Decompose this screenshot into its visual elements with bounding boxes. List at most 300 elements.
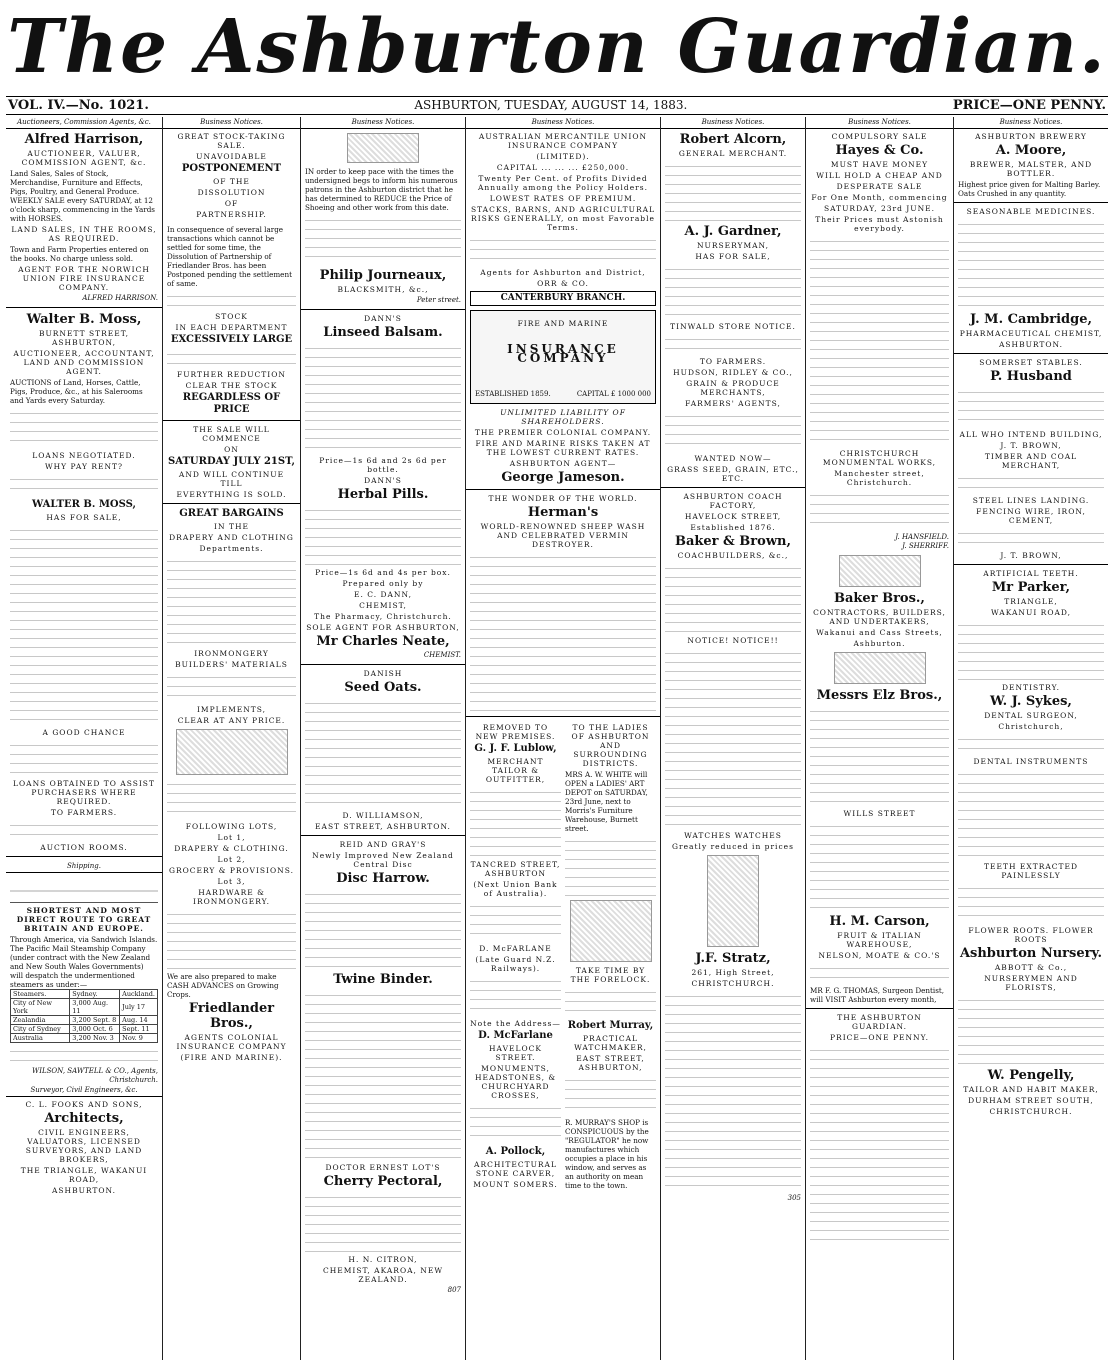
pollock-name: A. Pollock, (485, 1146, 546, 1157)
table-row (11, 999, 158, 1016)
mcfarlane-header: D. McFARLANE (479, 944, 552, 953)
balsam-price: Price—1s 6d and 2s 6d per bottle. (319, 456, 447, 474)
hudson-ridley: HUDSON, RIDLEY & CO., (673, 368, 793, 377)
text-filler (10, 408, 158, 448)
separator (954, 564, 1108, 565)
dann-name: E. C. DANN, (354, 590, 412, 599)
moss-sig: WALTER B. MOSS, (32, 499, 136, 510)
chemist: CHEMIST, (359, 601, 407, 610)
great-sale: GREAT STOCK-TAKING SALE. (177, 132, 286, 150)
text-filler (665, 161, 801, 221)
dissolution: DISSOLUTION (197, 188, 266, 197)
text-filler (305, 889, 461, 969)
coach-factory: ASHBURTON COACH FACTORY, (683, 492, 783, 510)
steamship-illustration (10, 876, 158, 903)
wonder-world: THE WONDER OF THE WORLD. (488, 494, 638, 503)
columns (6, 117, 1108, 1360)
stratz-name: J.F. Stratz, (695, 951, 771, 966)
clear-any-price: CLEAR AT ANY PRICE. (177, 716, 286, 725)
fooks-town: ASHBURTON. (51, 1186, 117, 1195)
monumental-works: CHRISTCHURCH MONUMENTAL WORKS, (822, 449, 937, 467)
column-4 (466, 117, 661, 1360)
timber-coal: TIMBER AND COAL MERCHANT, (984, 452, 1078, 470)
moore-desc: BREWER, MALSTER, AND BOTTLER. (969, 160, 1093, 178)
unlimited-liability: UNLIMITED LIABILITY OF SHAREHOLDERS. (500, 408, 626, 426)
column-5 (661, 117, 806, 1360)
harrison-weekly: WEEKLY SALE every SATURDAY, at 12 o'clock sharp, commencing in the Yards with HORSES. (10, 196, 155, 223)
stratz-addr: 261, High Street, (691, 968, 775, 977)
abbott-desc: NURSERYMEN AND FLORISTS, (984, 974, 1078, 992)
text-filler (810, 963, 949, 983)
hansfield: J. HANSFIELD. (895, 533, 949, 541)
grain-merchants: GRAIN & PRODUCE MERCHANTS, (686, 379, 780, 397)
everything-sold: EVERYTHING IS SOLD. (176, 490, 287, 499)
capital: CAPITAL ... ... ... £250,000. (496, 163, 630, 172)
text-filler (565, 987, 656, 1017)
fooks-addr: THE TRIANGLE, WAKANUI ROAD, (20, 1166, 148, 1184)
column-3 (301, 117, 466, 1360)
harrison-desc: AUCTIONEER, VALUER, COMMISSION AGENT, &c. (21, 149, 147, 167)
carriage-illustration (834, 652, 926, 684)
hearse-illustration (839, 555, 921, 587)
masthead (0, 0, 1114, 95)
mcfarlane-desc: (Late Guard N.Z. Railways). (475, 955, 556, 973)
alcorn-name: Robert Alcorn, (679, 132, 787, 147)
text-filler (810, 236, 949, 446)
column-header: Business Notices. (806, 117, 953, 129)
manchester-street: Manchester street, Christchurch. (834, 469, 925, 487)
shipping-schedule (10, 989, 158, 1043)
shipping-title: SHORTEST AND MOST DIRECT ROUTE TO GREAT BRITAIN AND EUROPE. (16, 906, 152, 933)
tinwald-store: TINWALD STORE NOTICE. (670, 322, 796, 331)
text-filler (305, 505, 461, 565)
excessively-large: EXCESSIVELY LARGE (170, 334, 293, 345)
separator (661, 487, 805, 488)
orr-co: ORR & CO. (537, 279, 589, 288)
ash-agent: ASHBURTON AGENT— (509, 459, 617, 468)
schedule-cell: Aug. 14 (120, 1016, 158, 1025)
flower-roots: FLOWER ROOTS. FLOWER ROOTS (968, 926, 1094, 944)
citron-addr: CHEMIST, AKAROA, NEW ZEALAND. (322, 1266, 444, 1284)
text-filler (958, 769, 1104, 859)
schedule-cell: 3,000 Aug. 11 (70, 999, 120, 1016)
partnership: PARTNERSHIP. (196, 210, 267, 219)
sole-agent: SOLE AGENT FOR ASHBURTON, (306, 623, 460, 632)
text-filler (810, 821, 949, 911)
alcorn-desc: GENERAL MERCHANT. (678, 149, 788, 158)
text-filler (665, 648, 801, 828)
of: OF (224, 199, 239, 208)
clock-illustration (570, 900, 652, 962)
schedule-cell: Zealandia (11, 1016, 70, 1025)
text-filler (167, 291, 296, 309)
implements: IMPLEMENTS, (196, 705, 267, 714)
watch-illustration (707, 855, 759, 947)
wills-street: WILLS STREET (843, 809, 916, 818)
text-filler (167, 909, 296, 969)
separator (163, 420, 300, 421)
column-header: Business Notices. (163, 117, 300, 129)
reduced-prices: Greatly reduced in prices (672, 842, 794, 851)
text-filler (665, 411, 801, 451)
text-filler (470, 976, 561, 1016)
separator (6, 856, 162, 857)
text-filler (810, 490, 949, 530)
surveyor-header: Surveyor, Civil Engineers, &c. (6, 1085, 162, 1097)
gardner-name: A. J. Gardner, (684, 224, 782, 239)
text-filler (810, 706, 949, 806)
schedule-cell: Australia (11, 1034, 70, 1043)
danish: DANISH (363, 669, 403, 678)
text-filler (470, 552, 656, 712)
neate-desc: CHEMIST. (423, 651, 461, 659)
ashburton: Ashburton. (853, 639, 906, 648)
postponement: POSTPONEMENT (181, 163, 282, 174)
text-filler (305, 1192, 461, 1252)
great-bargains: GREAT BARGAINS (179, 508, 284, 519)
tancred: TANCRED STREET, ASHBURTON (470, 860, 561, 878)
column-header: Business Notices. (466, 117, 660, 129)
cash-advances: We are also prepared to make CASH ADVANCES on Growing Crops. (167, 972, 279, 999)
separator (466, 489, 660, 490)
architects-title: Architects, (44, 1111, 124, 1126)
text-filler (305, 698, 461, 808)
sherriff: J. SHERRIFF. (902, 542, 949, 550)
stacks: STACKS, BARNS, AND AGRICULTURAL RISKS GENERALLY, on most Favorable Terms. (470, 205, 656, 232)
text-filler (958, 883, 1104, 923)
shipping-sig: WILSON, SAWTELL & CO., Agents, Christchurch. (32, 1067, 158, 1084)
gardner-desc: NURSERYMAN, (696, 241, 770, 250)
artificial-teeth: ARTIFICIAL TEETH. (983, 569, 1079, 578)
separator (301, 835, 465, 836)
regardless-price: REGARDLESS OF PRICE (182, 392, 281, 415)
christchurch-town: CHRISTCHURCH. (989, 1107, 1073, 1116)
text-filler (958, 995, 1104, 1065)
hayes-co: Hayes & Co. (835, 143, 924, 158)
wakanui-cass: Wakanui and Cass Streets, (816, 628, 943, 637)
column-header: Business Notices. (954, 117, 1108, 129)
carson-desc: FRUIT & ITALIAN WAREHOUSE, (837, 931, 922, 949)
schedule-head: Auckland. (120, 990, 158, 999)
separator (6, 307, 162, 308)
column-1 (6, 117, 163, 1360)
note-address: Note the Address— (470, 1019, 561, 1028)
havelock-street: HAVELOCK STREET. (489, 1044, 542, 1062)
moss-loans: LOANS NEGOTIATED. (32, 451, 136, 460)
separator (806, 1008, 953, 1009)
parker-name: Mr Parker, (991, 580, 1071, 595)
ladies-notice: TO THE LADIES OF ASHBURTON AND SURROUNDING DISTRICTS. (571, 723, 650, 768)
table-row (11, 1025, 158, 1034)
christchurch: Christchurch, (998, 722, 1064, 731)
moore-name: A. Moore, (995, 143, 1067, 158)
dentist-notice: MR F. G. THOMAS, Surgeon Dentist, will VISIT Ashburton every month, (810, 986, 945, 1004)
farmers-agents: FARMERS' AGENTS, (685, 399, 781, 408)
table-row (11, 1016, 158, 1025)
fire-marine: FIRE AND MARINE (517, 319, 609, 328)
sale-date: SATURDAY, 23rd JUNE. (823, 204, 936, 213)
separator (301, 664, 465, 665)
harrison-name: Alfred Harrison, (24, 132, 144, 147)
text-filler (958, 620, 1104, 680)
murray-addr: EAST STREET, ASHBURTON, (576, 1054, 645, 1072)
established-1876: Established 1876. (690, 523, 776, 532)
cherry-doctor: DOCTOR ERNEST LOT'S (325, 1163, 441, 1172)
sale-commence: THE SALE WILL COMMENCE (193, 425, 270, 443)
friedlander-fire: (FIRE AND MARINE). (180, 1053, 283, 1062)
seed-oats: Seed Oats. (344, 680, 422, 695)
text-filler (167, 672, 296, 702)
has-for-sale: HAS FOR SALE, (695, 252, 771, 261)
baker-bros: Baker Bros., (834, 591, 925, 606)
mcfarlane-name: D. McFarlane (478, 1030, 553, 1041)
williamson-name: D. WILLIAMSON, (342, 811, 424, 820)
intend-building: ALL WHO INTEND BUILDING, (959, 430, 1103, 439)
text-filler (565, 1075, 656, 1115)
williamson-addr: EAST STREET, ASHBURTON. (315, 822, 451, 831)
text-filler (167, 779, 296, 819)
fooks-desc: CIVIL ENGINEERS, VALUATORS, LICENSED SURVEYORS, AND LAND BROKERS, (25, 1128, 143, 1164)
prepared-by: Prepared only by (342, 579, 424, 588)
friedlander-agents: AGENTS COLONIAL INSURANCE COMPANY (176, 1033, 287, 1051)
highest-price: Highest price given for Malting Barley. Oats Crushed in any quantity. (958, 180, 1101, 198)
triangle: TRIANGLE, (1004, 597, 1058, 606)
clear-stock: CLEAR THE STOCK (185, 381, 278, 390)
coachbuilders: COACHBUILDERS, &c., (677, 551, 789, 560)
ironmongery: IRONMONGERY (194, 649, 269, 658)
compulsory-sale: COMPULSORY SALE (831, 132, 928, 141)
established: ESTABLISHED 1859. (475, 390, 551, 398)
schedule-head: Sydney. (70, 990, 120, 999)
column-header: Business Notices. (301, 117, 465, 129)
column-7 (954, 117, 1108, 1360)
intro-text: In consequence of several large transactions which cannot be settled for some time, the Dissolution of Partnership of Friedlander Bros. has been Postponed pending the settlement of same. (167, 225, 292, 288)
dental-instruments: DENTAL INSTRUMENTS (973, 757, 1089, 766)
friedlander-name: Friedlander Bros., (188, 1001, 275, 1031)
guardian-price: PRICE—ONE PENNY. (830, 1033, 929, 1042)
lot-hardware: HARDWARE & IRONMONGERY. (193, 888, 270, 906)
departments: Departments. (199, 544, 264, 553)
schedule-cell: Nov. 9 (120, 1034, 158, 1043)
text-filler (665, 264, 801, 319)
top-rule (6, 96, 1108, 97)
danns: DANN'S (364, 314, 402, 323)
ashburton-nursery: Ashburton Nursery. (959, 946, 1103, 961)
of-the: OF THE (213, 177, 250, 186)
price: PRICE—ONE PENNY. (952, 97, 1106, 113)
to-farmers: TO FARMERS. (699, 357, 767, 366)
fencing-wire: FENCING WIRE, IRON, CEMENT, (976, 507, 1086, 525)
text-filler (167, 556, 296, 646)
danns: DANN'S (364, 476, 402, 485)
lot-grocery: GROCERY & PROVISIONS. (169, 866, 294, 875)
schedule-cell: City of New York (11, 999, 70, 1016)
shipping-body: Through America, via Sandwich Islands. The Pacific Mail Steamship Company (under contract with the New Zealand and New South Wales Governments) will despatch the undermentioned steamers as under:— (10, 935, 158, 989)
pengelly-desc: TAILOR AND HABIT MAKER, (963, 1085, 1099, 1094)
in-the: IN THE (214, 522, 249, 531)
text-filler (10, 1046, 158, 1064)
schedule-cell: July 17 (120, 999, 158, 1016)
schedule-cell: 3,200 Nov. 3 (70, 1034, 120, 1043)
moss-rooms: AUCTION ROOMS. (40, 843, 128, 852)
column-header: Auctioneers, Commission Agents, &c. (6, 117, 162, 129)
text-filler (665, 991, 801, 1191)
column-6 (806, 117, 954, 1360)
place-date: ASHBURTON, TUESDAY, AUGUST 14, 1883. (414, 98, 688, 112)
wanted-now: WANTED NOW— (694, 454, 772, 463)
regulator-text: R. MURRAY'S SHOP is CONSPICUOUS by the "REGULATOR" he now manufactures which occupies a place in his window, and serves as an authority on mean time to the town. (565, 1118, 649, 1190)
stock: STOCK (215, 312, 248, 321)
must-have-money: MUST HAVE MONEY (830, 160, 929, 169)
mount-somers: MOUNT SOMERS. (473, 1180, 558, 1189)
sheep-wash: WORLD-RENOWNED SHEEP WASH AND CELEBRATED VERMIN DESTROYER. (480, 522, 646, 549)
hermans: Herman's (527, 505, 599, 520)
text-filler (305, 215, 461, 265)
reid-desc: Newly Improved New Zealand Central Disc (312, 851, 454, 869)
dateline (8, 97, 1106, 113)
separator (301, 309, 465, 310)
bottom-rule (6, 114, 1108, 115)
separator (163, 503, 300, 504)
separator (954, 202, 1108, 203)
further-reduction: FURTHER REDUCTION (177, 370, 286, 379)
murray-desc: PRACTICAL WATCHMAKER, (574, 1034, 647, 1052)
dentistry: DENTISTRY. (1002, 683, 1060, 692)
text-filler (665, 563, 801, 633)
reid-gray: REID AND GRAY'S (339, 840, 427, 849)
george-jameson: George Jameson. (501, 470, 625, 485)
ad-number: 807 (447, 1286, 461, 1294)
hold-sale: WILL HOLD A CHEAP AND (816, 171, 943, 180)
linseed-balsam: Linseed Balsam. (323, 325, 443, 340)
havelock-street: HAVELOCK STREET, (684, 512, 782, 521)
text-filler (565, 836, 656, 896)
harrison-agent: AGENT FOR THE NORWICH UNION FIRE INSURANCE COMPANY. (18, 265, 150, 292)
jt-brown: J. T. BROWN, (1000, 551, 1062, 560)
text-filler (665, 334, 801, 354)
moss-name: Walter B. Moss, (26, 312, 142, 327)
fire-risks: FIRE AND MARINE RISKS TAKEN AT THE LOWEST CURRENT RATES. (475, 439, 651, 457)
jt-brown: J. T. BROWN, (1000, 441, 1062, 450)
ashburton-brewery: ASHBURTON BREWERY (975, 132, 1087, 141)
text-filler (10, 525, 158, 725)
pengelly-name: W. Pengelly, (987, 1068, 1075, 1083)
steel-lines: STEEL LINES LANDING. (972, 496, 1090, 505)
twine-binder: Twine Binder. (333, 972, 433, 987)
watches: WATCHES WATCHES (684, 831, 782, 840)
each-department: IN EACH DEPARTMENT (175, 323, 288, 332)
text-filler (305, 990, 461, 1160)
moss-loans2: LOANS OBTAINED TO ASSIST PURCHASERS WHERE REQUIRED. (13, 779, 155, 806)
text-filler (470, 787, 561, 857)
baker-brown: Baker & Brown, (674, 534, 791, 549)
continue-till: AND WILL CONTINUE TILL (178, 470, 285, 488)
canterbury-branch: CANTERBURY BRANCH. (470, 291, 656, 306)
schedule-cell: 3,000 Oct. 6 (70, 1025, 120, 1034)
lot-drapery: DRAPERY & CLOTHING. (174, 844, 289, 853)
carson-name: H. M. Carson, (829, 914, 930, 929)
monuments: MONUMENTS, HEADSTONES, & CHURCHYARD CROSSES, (474, 1064, 557, 1100)
sale-date: SATURDAY JULY 21ST, (168, 456, 295, 467)
moss-desc: AUCTIONEER, ACCOUNTANT, LAND AND COMMISSION AGENT. (13, 349, 155, 376)
moss-body: AUCTIONS of Land, Horses, Cattle, Pigs, Produce, &c., at his Salerooms and Yards every Saturday. (10, 378, 143, 405)
text-filler (305, 343, 461, 453)
desperate-sale: DESPERATE SALE (836, 182, 923, 191)
union-bank: (Next Union Bank of Australia). (473, 880, 558, 898)
harrison-land: LAND SALES, IN THE ROOMS, AS REQUIRED. (11, 225, 157, 243)
journeaux-name: Philip Journeaux, (319, 268, 447, 283)
column-header: Business Notices. (661, 117, 805, 129)
cherry-pectoral: Cherry Pectoral, (323, 1174, 443, 1189)
wakanui-road: WAKANUI ROAD, (990, 608, 1072, 617)
text-filler (470, 901, 561, 941)
stratz-town: CHRISTCHURCH. (691, 979, 775, 988)
text-filler (10, 474, 158, 496)
builders-materials: BUILDERS' MATERIALS (175, 660, 288, 669)
newspaper-title: The Ashburton Guardian. (7, 4, 1107, 90)
plough-illustration (176, 729, 288, 775)
durham-street: DURHAM STREET SOUTH, (968, 1096, 1094, 1105)
ad-number: 305 (787, 1194, 801, 1202)
unavoidable: UNAVOIDABLE (196, 152, 267, 161)
dividend: Twenty Per Cent. of Profits Divided Annually among the Policy Holders. (478, 174, 648, 192)
abbott-co: ABBOTT & Co., (994, 963, 1068, 972)
following-lots: FOLLOWING LOTS, (185, 822, 278, 831)
horse-illustration (347, 133, 419, 163)
shipping-header: Shipping. (6, 861, 162, 873)
forelock: TAKE TIME BY THE FORELOCK. (570, 966, 651, 984)
pollock-desc: ARCHITECTURAL STONE CARVER, (474, 1160, 557, 1178)
text-filler (10, 820, 158, 840)
fooks-name: C. L. FOOKS AND SONS, (25, 1100, 143, 1109)
notice-notice: NOTICE! NOTICE!! (687, 636, 779, 645)
column-2 (163, 117, 301, 1360)
one-month: For One Month, commencing (811, 193, 948, 202)
schedule-cell: 3,200 Sept. 8 (70, 1016, 120, 1025)
shoeing-notice: IN order to keep pace with the times the undersigned begs to inform his numerous patrons in the Ashburton district that he has determined to REDUCE the Price of Shoeing and other work from this date. (305, 167, 458, 212)
grass-seed: GRASS SEED, GRAIN, ETC., ETC. (667, 465, 799, 483)
schedule-cell: Sept. 11 (120, 1025, 158, 1034)
premier-colonial: THE PREMIER COLONIAL COMPANY. (474, 428, 652, 437)
cambridge-addr: ASHBURTON. (998, 340, 1064, 349)
separator (954, 353, 1108, 354)
text-filler (958, 473, 1104, 493)
text-filler (10, 740, 158, 776)
aust-insurance: AUSTRALIAN MERCANTILE UNION INSURANCE COMPANY (478, 132, 648, 150)
on: ON (224, 445, 239, 454)
disc-harrow: Disc Harrow. (336, 871, 430, 886)
guardian-notice: THE ASHBURTON GUARDIAN. (837, 1013, 922, 1031)
separator (466, 716, 660, 717)
sykes-name: W. J. Sykes, (990, 694, 1072, 709)
agents-for: Agents for Ashburton and District, (480, 268, 646, 277)
lowest-rates: LOWEST RATES OF PREMIUM. (489, 194, 637, 203)
lublow-name: G. J. F. Lublow, (474, 743, 557, 754)
white-notice: MRS A. W. WHITE will OPEN a LADIES' ART DEPOT on SATURDAY, 23rd June, next to Morris's Furniture Warehouse, Burnett street. (565, 770, 648, 833)
harrison-body: Land Sales, Sales of Stock, Merchandise, Furniture and Effects, Pigs, Poultry, and General Produce. (10, 169, 143, 196)
schedule-cell: City of Sydney (11, 1025, 70, 1034)
moss-why: WHY PAY RENT? (44, 462, 124, 471)
pharmacy: The Pharmacy, Christchurch. (314, 612, 452, 621)
moss-farmers: TO FARMERS. (50, 808, 118, 817)
sykes-desc: DENTAL SURGEON, (984, 711, 1078, 720)
contractors: CONTRACTORS, BUILDERS, AND UNDERTAKERS, (813, 608, 946, 626)
nelson-moate: NELSON, MOATE & CO.'S (818, 951, 941, 960)
text-filler (958, 387, 1104, 427)
cambridge-desc: PHARMACEUTICAL CHEMIST, (959, 329, 1103, 338)
insurance-emblem (470, 310, 656, 404)
drapery-clothing: DRAPERY AND CLOTHING (169, 533, 294, 542)
